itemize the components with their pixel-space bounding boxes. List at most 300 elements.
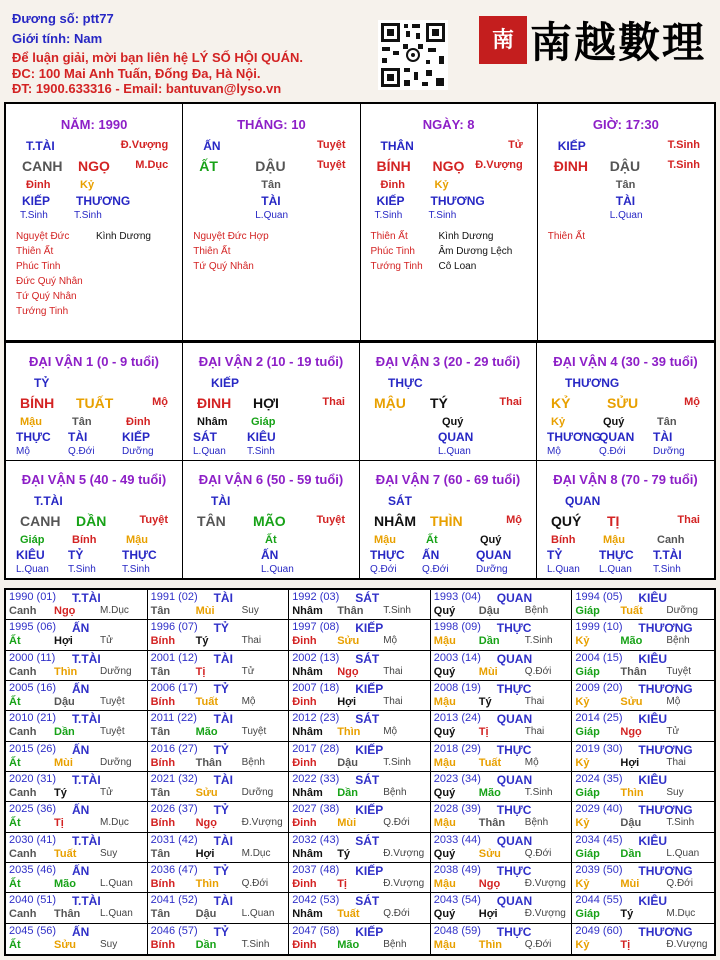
year-ten-god: T.TÀI [72, 651, 101, 666]
dai-van-life-stage: Tuyệt [316, 514, 345, 526]
year-ten-god: SÁT [355, 833, 380, 848]
dai-van-hidden-stem: Tân [657, 416, 677, 428]
dai-van-title: ĐẠI VẬN 1 (0 - 9 tuổi) [28, 354, 159, 369]
year-branch: Mão [620, 635, 643, 648]
auspicious-star: Phúc Tinh [16, 261, 61, 272]
year-ten-god: T.TÀI [72, 773, 101, 787]
year-life-stage: Đ.Vượng [524, 878, 566, 889]
year-ten-god: T.TÀI [72, 591, 101, 605]
year-ten-god: TÀI [213, 651, 233, 666]
year-life-stage: Bệnh [666, 635, 690, 647]
year-stem: Mậu [433, 635, 456, 648]
dai-van-hidden-god: THỰC [370, 548, 405, 562]
stem-ten-god: T.TÀI [26, 139, 55, 153]
year-ten-god: TÀI [213, 833, 233, 848]
year-branch: Thìn [195, 878, 219, 890]
dai-van-hidden-stage: T.Sinh [68, 564, 96, 575]
year-life-stage: Q.Đới [666, 878, 693, 889]
year-branch: Mùi [195, 605, 215, 617]
year-life-stage: Thai [524, 726, 545, 738]
year-ten-god: TÀI [213, 591, 233, 605]
year-cell [289, 590, 431, 620]
year-branch: Tuất [620, 605, 643, 617]
dai-van-hidden-stem: Giáp [20, 534, 45, 546]
dai-van-cell [537, 342, 714, 460]
hidden-ten-god: THƯƠNG [76, 194, 131, 208]
dai-van-hidden-stem: Tân [72, 416, 92, 428]
year-life-stage: T.Sinh [524, 787, 553, 798]
year-life-stage: M.Dục [666, 908, 696, 920]
year-branch: Dần [195, 938, 217, 951]
year-ten-god: KIẾP [355, 682, 384, 696]
year-cell [6, 802, 148, 832]
year-ten-god: TÀI [213, 773, 233, 787]
year-stem: Giáp [575, 605, 600, 617]
year-ten-god: KIÊU [638, 833, 668, 848]
year-branch: Hợi [478, 908, 498, 921]
year-life-stage: Q.Đới [383, 817, 410, 829]
year-ten-god: QUAN [496, 591, 533, 605]
year-branch: Tuất [54, 847, 77, 860]
year-label: 2032 (43) [292, 833, 340, 846]
pillar-title: NGÀY: 8 [422, 117, 475, 132]
dai-van-ten-god: TÀI [211, 494, 231, 508]
year-ten-god: QUAN [496, 894, 533, 909]
year-stem: Tân [150, 726, 171, 739]
dai-van-hidden-stage: T.Sinh [247, 446, 275, 457]
year-label: 2008 (19) [433, 682, 481, 694]
year-label: 1990 (01) [9, 591, 57, 603]
dai-van-hidden-stem: Giáp [251, 416, 276, 428]
year-ten-god: KIÊU [638, 591, 668, 605]
year-ten-god: THỰC [496, 682, 532, 696]
year-stem: Bính [150, 696, 176, 708]
year-label: 2002 (13) [292, 651, 340, 664]
year-cell [6, 711, 148, 741]
year-life-stage: L.Quan [241, 908, 275, 920]
year-ten-god: THƯƠNG [638, 803, 693, 818]
year-cell [148, 620, 290, 650]
year-cell [289, 711, 431, 741]
year-label: 2031 (42) [150, 833, 198, 846]
year-life-stage: L.Quan [666, 847, 700, 859]
year-ten-god: SÁT [355, 712, 380, 727]
dai-van-hidden-stage: Q.Đới [422, 564, 449, 575]
year-stem: Bính [150, 938, 176, 951]
year-life-stage: Thai [666, 756, 686, 768]
year-ten-god: THỰC [496, 864, 532, 878]
dai-van-hidden-god: TỶ [547, 548, 563, 562]
year-label: 2045 (56) [9, 924, 57, 937]
auspicious-star: Nguyệt Đức [16, 231, 70, 242]
year-cell [572, 833, 714, 863]
year-ten-god: KIẾP [355, 924, 384, 939]
year-ten-god: KIÊU [638, 773, 668, 787]
earthly-branch: DẬU [609, 158, 641, 174]
dai-van-hidden-stem: Đinh [126, 416, 151, 428]
year-branch: Thân [337, 605, 364, 617]
inauspicious-star: Kình Dương [96, 231, 151, 242]
year-label: 2013 (24) [433, 712, 481, 725]
year-branch: Hợi [620, 756, 640, 769]
seal-stamp-icon: 南 [479, 16, 527, 64]
year-cell [572, 711, 714, 741]
year-cell [148, 833, 290, 863]
year-branch: Mùi [337, 817, 357, 830]
year-stem: Đinh [292, 878, 317, 890]
year-branch: Tý [195, 635, 209, 648]
dai-van-hidden-stage: Q.Đới [370, 564, 397, 575]
dai-van-hidden-god: QUAN [599, 430, 635, 444]
year-stem: Kỷ [575, 817, 590, 830]
header [0, 0, 720, 100]
dai-van-cell [360, 460, 537, 578]
year-life-stage: Đ.Vượng [241, 817, 283, 829]
dai-van-hidden-god: THƯƠNG [547, 430, 602, 444]
year-life-stage: Đ.Vượng [383, 878, 425, 889]
year-cell [6, 620, 148, 650]
year-cell [431, 802, 573, 832]
year-branch: Sửu [478, 847, 501, 860]
year-label: 2005 (16) [9, 682, 57, 694]
year-ten-god: TỶ [213, 621, 229, 636]
year-cell [289, 893, 431, 923]
year-cell [572, 924, 714, 954]
dai-van-title: ĐẠI VẬN 4 (30 - 39 tuổi) [553, 354, 698, 369]
gender-line: Giới tính: Nam [12, 31, 103, 46]
year-stem: Nhâm [292, 665, 323, 678]
year-life-stage: Tuyệt [666, 665, 692, 677]
dai-van-hidden-god: KIẾP [122, 430, 151, 444]
year-label: 2038 (49) [433, 864, 481, 876]
year-life-stage: Đ.Vượng [666, 938, 708, 950]
year-stem: Bính [150, 817, 176, 830]
year-cell [431, 590, 573, 620]
year-life-stage: Q.Đới [241, 878, 269, 889]
year-life-stage: T.Sinh [383, 756, 411, 768]
year-life-stage: Q.Đới [524, 665, 552, 677]
dai-van-hidden-stage: L.Quan [193, 446, 226, 457]
year-branch: Thân [195, 756, 222, 769]
year-ten-god: THƯƠNG [638, 682, 693, 696]
year-cell [148, 711, 290, 741]
year-branch: Ngọ [195, 817, 217, 830]
year-ten-god: QUAN [496, 651, 533, 666]
year-branch: Dậu [478, 605, 500, 617]
qr-code-icon [378, 20, 448, 90]
year-stem: Kỷ [575, 696, 590, 708]
dai-van-hidden-god: TỶ [68, 548, 84, 562]
year-ten-god: TỶ [213, 864, 229, 878]
dai-van-ten-god: SÁT [388, 494, 412, 508]
dai-van-hidden-stem: Mậu [374, 534, 396, 546]
year-label: 2028 (39) [433, 803, 481, 816]
year-label: 2044 (55) [575, 894, 623, 907]
dai-van-hidden-stage: L.Quan [599, 564, 632, 575]
year-label: 2046 (57) [150, 924, 198, 937]
year-stem: Bính [150, 756, 176, 769]
stem-life-stage: T.Sinh [667, 139, 700, 151]
dai-van-life-stage: Mộ [684, 396, 700, 408]
year-label: 1993 (04) [433, 591, 481, 603]
inauspicious-star: Kình Dương [438, 231, 494, 242]
year-stem: Quý [433, 665, 456, 678]
year-ten-god: ẤN [72, 682, 90, 696]
dai-van-stem: NHÂM [374, 513, 416, 529]
year-life-stage: Q.Đới [383, 908, 410, 920]
year-label: 2047 (58) [292, 924, 340, 937]
year-label: 1994 (05) [575, 591, 623, 603]
year-branch: Thìn [478, 938, 503, 951]
dai-van-hidden-god: THỰC [599, 548, 634, 562]
year-stem: Ất [9, 878, 21, 890]
year-branch: Tuất [337, 908, 360, 921]
year-branch: Ngọ [54, 605, 76, 617]
year-cell [431, 924, 573, 954]
dai-van-hidden-stem: Bính [72, 534, 97, 546]
year-ten-god: KIÊU [638, 651, 668, 666]
year-branch: Mùi [620, 878, 640, 890]
year-label: 1998 (09) [433, 621, 481, 634]
year-label: 2029 (40) [575, 803, 623, 816]
dai-van-hidden-stage: Mộ [547, 446, 561, 457]
year-ten-god: THƯƠNG [638, 742, 693, 757]
year-life-stage: Tuyệt [100, 726, 125, 738]
dai-van-hidden-stem: Canh [657, 534, 685, 546]
year-ten-god: T.TÀI [72, 712, 101, 727]
dai-van-hidden-stem: Bính [551, 534, 576, 546]
dai-van-life-stage: Tuyệt [139, 514, 168, 526]
dai-van-hidden-god: KIÊU [16, 548, 45, 562]
year-life-stage: Thai [524, 696, 545, 707]
year-stem: Ất [9, 756, 21, 769]
year-life-stage: Tử [100, 787, 113, 798]
auspicious-star: Thiên Ất [370, 231, 408, 242]
hidden-life-stage: T.Sinh [374, 210, 403, 221]
dai-van-stem: CANH [20, 513, 61, 529]
year-ten-god: KIẾP [355, 742, 384, 757]
year-cell [289, 742, 431, 772]
year-ten-god: THỰC [496, 803, 532, 818]
year-label: 2024 (35) [575, 773, 623, 785]
dai-van-hidden-stage: T.Sinh [653, 564, 681, 575]
dai-van-hidden-stage: L.Quan [438, 446, 471, 457]
year-life-stage: L.Quan [100, 908, 133, 920]
dai-van-life-stage: Thai [677, 514, 700, 526]
year-stem: Ất [9, 696, 21, 708]
dai-van-stem: KỶ [551, 395, 571, 411]
year-stem: Nhâm [292, 847, 323, 860]
year-life-stage: Suy [666, 787, 684, 798]
dai-van-hidden-stem: Mậu [126, 534, 148, 546]
stem-life-stage: Tử [508, 139, 523, 151]
dai-van-hidden-stem: Quý [603, 416, 625, 428]
year-label: 2036 (47) [150, 864, 198, 876]
year-label: 2004 (15) [575, 651, 623, 664]
year-label: 2011 (22) [150, 712, 197, 725]
year-ten-god: TÀI [213, 712, 233, 727]
year-branch: Tý [620, 908, 634, 921]
year-label: 2025 (36) [9, 803, 57, 816]
year-stem: Tân [150, 787, 171, 799]
year-stem: Tân [150, 847, 171, 860]
earthly-branch: NGỌ [78, 158, 110, 174]
year-branch: Thân [620, 665, 647, 678]
dai-van-ten-god: T.TÀI [34, 494, 63, 508]
year-label: 2010 (21) [9, 712, 57, 725]
dai-van-hidden-stem: Ất [265, 534, 277, 546]
year-stem: Giáp [575, 908, 600, 921]
year-branch: Dậu [620, 817, 642, 830]
year-branch: Dần [478, 635, 500, 648]
heavenly-stem: CANH [22, 158, 63, 174]
dai-van-life-stage: Thai [322, 396, 345, 408]
year-life-stage: Bệnh [524, 605, 549, 616]
year-life-stage: L.Quan [100, 878, 133, 889]
year-label: 2035 (46) [9, 864, 57, 876]
year-stem: Quý [433, 847, 456, 860]
year-branch: Tị [195, 665, 206, 678]
year-branch: Ngọ [478, 878, 501, 890]
year-branch: Mùi [478, 665, 498, 678]
year-ten-god: KIẾP [355, 864, 384, 878]
year-branch: Ngọ [337, 665, 359, 678]
dai-van-life-stage: Mộ [506, 514, 522, 526]
hidden-ten-god: THƯƠNG [430, 194, 485, 208]
year-label: 2022 (33) [292, 773, 340, 785]
year-life-stage: Q.Đới [524, 938, 552, 950]
year-stem: Đinh [292, 817, 317, 830]
dai-van-branch: SỬU [607, 395, 639, 411]
year-branch: Tuất [195, 696, 218, 708]
year-label: 1991 (02) [150, 591, 198, 603]
year-branch: Hợi [54, 635, 73, 648]
year-life-stage: Q.Đới [524, 847, 552, 859]
year-cell [6, 681, 148, 711]
dai-van-hidden-stage: Dưỡng [653, 446, 685, 457]
year-branch: Tị [478, 726, 489, 739]
year-life-stage: Dưỡng [100, 665, 132, 677]
hidden-stem: Đinh [26, 179, 51, 191]
year-stem: Tân [150, 908, 171, 921]
dai-van-life-stage: Mộ [152, 396, 168, 408]
year-life-stage: Mộ [383, 635, 398, 647]
year-stem: Quý [433, 787, 456, 799]
branch-life-stage: M.Dục [135, 159, 169, 171]
year-stem: Kỷ [575, 938, 590, 951]
year-life-stage: Bệnh [383, 787, 407, 798]
dai-van-hidden-god: ẤN [261, 548, 279, 562]
year-label: 2016 (27) [150, 742, 198, 755]
year-branch: Tuất [478, 756, 502, 769]
dai-van-hidden-stage: Q.Đới [599, 446, 626, 457]
year-stem: Mậu [433, 696, 456, 708]
year-cell [431, 742, 573, 772]
year-life-stage: Tử [666, 726, 680, 738]
dai-van-stem: QUÝ [551, 513, 582, 529]
year-cell [6, 651, 148, 681]
year-stem: Tân [150, 665, 171, 678]
dai-van-hidden-stem: Quý [442, 416, 464, 428]
year-stem: Nhâm [292, 605, 323, 617]
year-cell [148, 772, 290, 802]
year-cell [6, 742, 148, 772]
year-life-stage: Thai [241, 635, 262, 647]
year-stem: Tân [150, 605, 171, 617]
year-ten-god: T.TÀI [72, 894, 101, 909]
year-life-stage: M.Dục [100, 817, 129, 829]
year-branch: Dần [337, 787, 358, 799]
year-cell [148, 863, 290, 893]
dai-van-hidden-stem: Mậu [20, 416, 42, 428]
year-label: 2033 (44) [433, 833, 481, 846]
hidden-stem: Đinh [380, 179, 405, 191]
year-label: 2023 (34) [433, 773, 481, 785]
year-ten-god: THỰC [496, 621, 532, 636]
dai-van-branch: TÝ [430, 395, 448, 411]
year-stem: Mậu [433, 756, 456, 769]
year-label: 2048 (59) [433, 924, 481, 937]
year-life-stage: T.Sinh [524, 635, 553, 647]
year-branch: Thân [478, 817, 506, 830]
auspicious-star: Tứ Quý Nhân [193, 261, 254, 272]
year-ten-god: ẤN [72, 621, 90, 636]
year-cell [289, 924, 431, 954]
year-label: 2041 (52) [150, 894, 198, 907]
dai-van-branch: HỢI [253, 395, 279, 411]
year-stem: Nhâm [292, 787, 323, 799]
year-cell [148, 924, 290, 954]
dai-van-hidden-stem: Mậu [603, 534, 625, 546]
year-branch: Sửu [337, 635, 360, 648]
year-branch: Hợi [195, 847, 215, 860]
year-stem: Mậu [433, 938, 456, 951]
stem-ten-god: ẤN [203, 139, 221, 153]
hidden-life-stage: L.Quan [609, 210, 643, 221]
hidden-life-stage: T.Sinh [20, 210, 48, 221]
year-stem: Quý [433, 908, 456, 921]
year-label: 2000 (11) [9, 651, 56, 664]
dai-van-hidden-god: QUAN [476, 548, 512, 562]
hidden-stem: Kỷ [434, 179, 449, 191]
year-branch: Dần [54, 726, 75, 739]
hidden-life-stage: T.Sinh [74, 210, 102, 221]
year-life-stage: Tuyệt [241, 726, 267, 738]
year-cell [431, 833, 573, 863]
year-stem: Kỷ [575, 635, 590, 648]
year-branch: Tý [54, 787, 67, 799]
year-life-stage: Dưỡng [666, 605, 698, 616]
year-ten-god: TỶ [213, 803, 229, 818]
dai-van-hidden-god: ẤN [422, 548, 440, 562]
year-stem: Quý [433, 726, 456, 739]
year-branch: Mão [337, 938, 360, 951]
dai-van-title: ĐẠI VẬN 7 (60 - 69 tuổi) [375, 472, 521, 487]
year-stem: Đinh [292, 696, 317, 708]
year-label: 2040 (51) [9, 894, 57, 907]
year-branch: Tị [620, 938, 631, 951]
year-cell [572, 893, 714, 923]
year-life-stage: Tử [241, 665, 255, 677]
year-branch: Mão [195, 726, 218, 739]
year-stem: Bính [150, 878, 176, 890]
year-stem: Đinh [292, 635, 317, 648]
year-label: 2019 (30) [575, 742, 623, 755]
year-stem: Kỷ [575, 756, 590, 769]
year-label: 2017 (28) [292, 742, 340, 755]
year-life-stage: Mộ [524, 756, 539, 768]
dai-van-cell [183, 460, 360, 578]
